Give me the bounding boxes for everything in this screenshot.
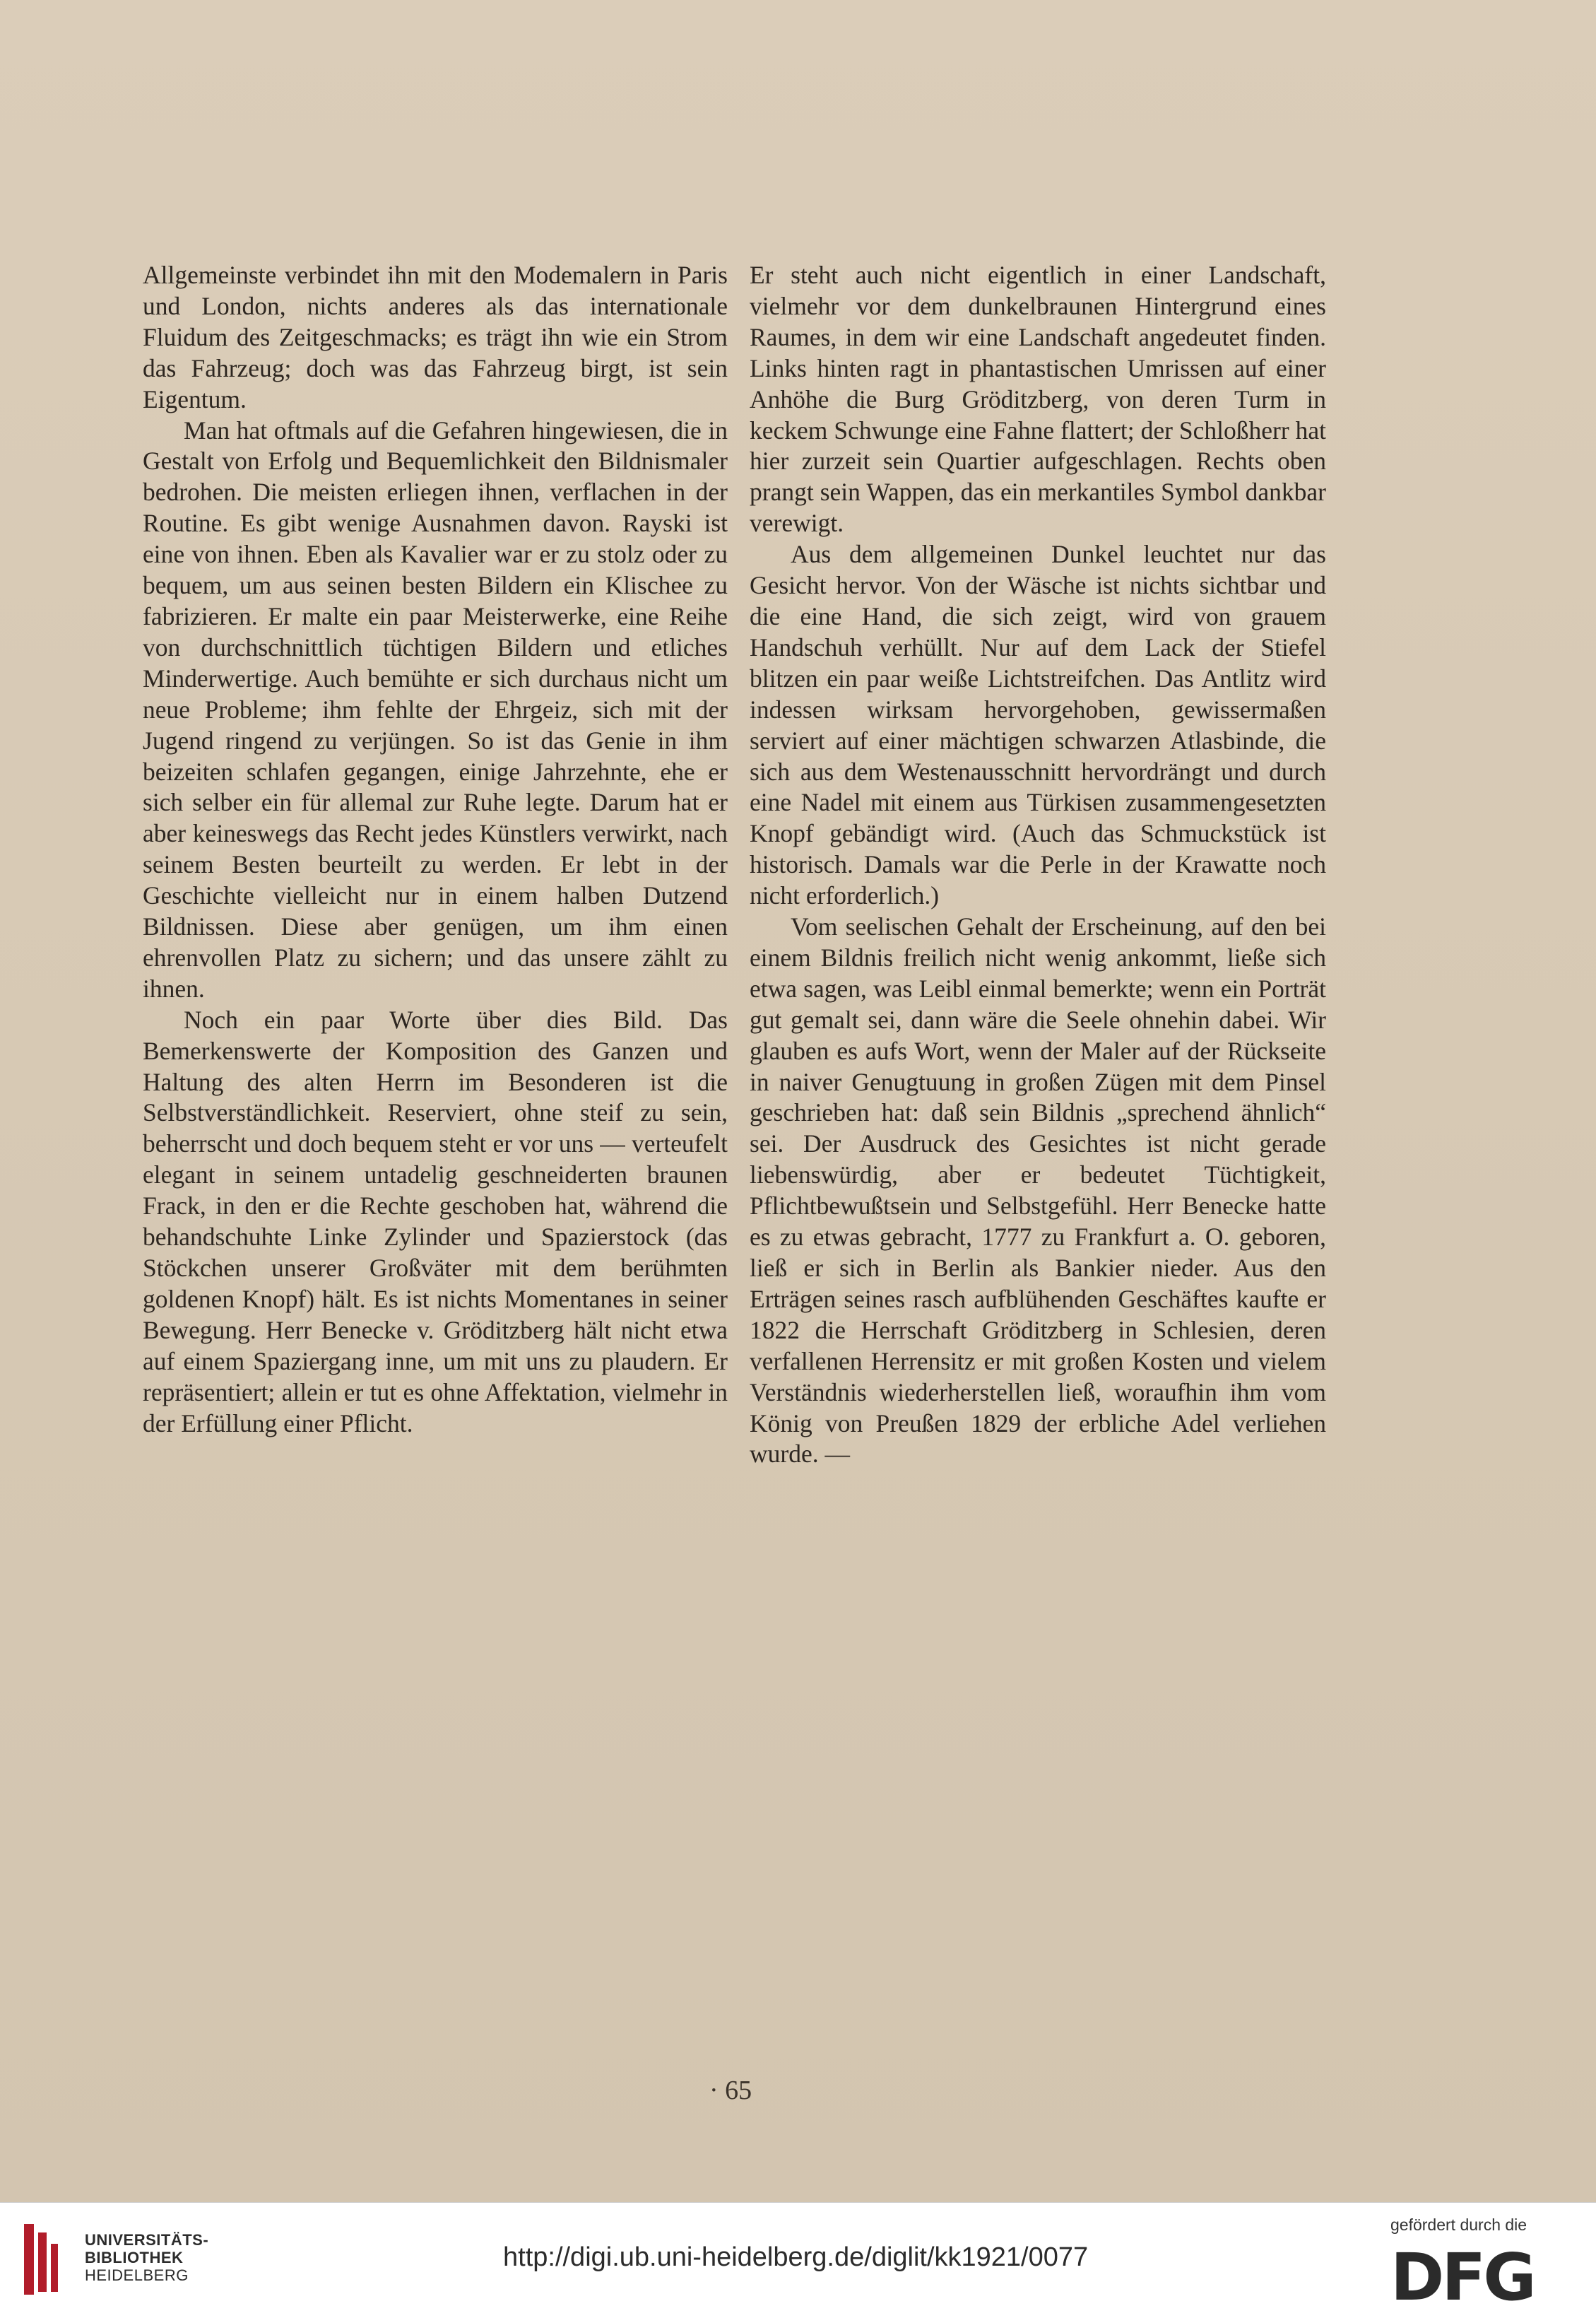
footer-bar [0, 2202, 1596, 2318]
paragraph: Allgemeinste verbindet ihn mit den Modemalern in Paris und London, nichts anderes als das internationale Fluidum des Zeitgeschmacks; es trägt ihn wie ein Strom das Fahrzeug; doch was das Fahrzeug birgt, ist sein Eigentum. [143, 261, 728, 413]
ub-heidelberg-logo-icon[interactable] [21, 2220, 71, 2299]
paragraph: Man hat oftmals auf die Gefahren hingewiesen, die in Gestalt von Erfolg und Bequemlichkeit den Bildnismaler bedrohen. Die meisten erliegen ihnen, verflachen in der Routine. Es gibt wenige Ausnahmen davon. Rayski ist eine von ihnen. Eben als Kavalier war er zu stolz oder zu bequem, um aus seinen besten Bildern ein Klischee zu fabrizieren. Er malte ein paar Meisterwerke, eine Reihe von durchschnittlich tüchtigen Bildern und etliches Minderwertige. Auch bemühte er sich durchaus nicht um neue Probleme; ihm fehlte der Ehrgeiz, sich mit der Jugend ringend zu verjüngen. So ist das Genie in ihm beizeiten schlafen gegangen, einige Jahrzehnte, ehe er sich selber ein für allemal zur Ruhe legte. Darum hat er aber keineswegs das Recht jedes Künstlers verwirkt, nach seinem Besten beurteilt zu werden. Er lebt in der Geschichte vielleicht nur in einem halben Dutzend Bildnissen. Diese aber genügen, um ihm einen ehrenvollen Platz zu sichern; und das unsere zählt zu ihnen. [143, 416, 728, 1003]
paragraph: Aus dem allgemeinen Dunkel leuchtet nur das Gesicht hervor. Von der Wäsche ist nichts sichtbar und die eine Hand, die sich zeigt, wird von grauem Handschuh verhüllt. Nur auf dem Lack der Stiefel blitzen ein paar weiße Lichtstreifchen. Das Antlitz wird indessen wirksam hervorgehoben, gewissermaßen serviert auf einer mächtigen schwarzen Atlasbinde, die sich aus dem Westenausschnitt hervordrängt und durch eine Nadel mit einem aus Türkisen zusammengesetzten Knopf gebändigt wird. (Auch das Schmuckstück ist historisch. Damals war die Perle in der Krawatte noch nicht erforderlich.) [750, 540, 1326, 910]
dfg-logo[interactable]: DFG [1390, 2240, 1534, 2315]
page-number: · 65 [709, 2076, 752, 2105]
library-name-line: HEIDELBERG [85, 2266, 189, 2284]
funding-note: gefördert durch die [1390, 2216, 1527, 2234]
paragraph: Er steht auch nicht eigentlich in einer Landschaft, vielmehr vor dem dunkelbraunen Hintergrund eines Raumes, in dem wir eine Landschaft angedeutet finden. Links hinten ragt in phantastischen Umrissen auf einer Anhöhe die Burg Gröditzberg, von deren Turm in keckem Schwunge eine Fahne flattert; der Schloßherr hat hier zurzeit sein Quartier aufgeschlagen. Rechts oben prangt sein Wappen, das ein merkantiles Symbol dankbar verewigt. [750, 261, 1326, 538]
paragraph: Vom seelischen Gehalt der Erscheinung, auf den bei einem Bildnis freilich nicht wenig ankommt, ließe sich etwa sagen, was Leibl einmal bemerkte; wenn ein Porträt gut gemalt sei, dann wäre die Seele ohnehin dabei. Wir glauben es aufs Wort, wenn der Maler auf der Rückseite in naiver Genugtuung in großen Zügen mit dem Pinsel geschrieben hat: daß sein Bildnis „sprechend ähnlich“ sei. Der Ausdruck des Gesichtes ist nicht gerade liebenswürdig, aber er bedeutet Tüchtigkeit, Pflichtbewußtsein und Selbstgefühl. Herr Benecke hatte es zu etwas gebracht, 1777 zu Frankfurt a. O. geboren, ließ er sich in Berlin als Bankier nieder. Aus den Erträgen seines rasch aufblühenden Geschäftes kaufte er 1822 die Herrschaft Gröditzberg in Schlesien, deren verfallenen Herrensitz er mit großen Kosten und vielem Verständnis wiederherstellen ließ, woraufhin ihm vom König von Preußen 1829 der erbliche Adel verliehen wurde. — [750, 912, 1326, 1469]
library-name-line: BIBLIOTHEK [85, 2249, 184, 2266]
paragraph: Noch ein paar Worte über dies Bild. Das Bemerkenswerte der Komposition des Ganzen und Haltung des alten Herrn im Besonderen ist die Selbstverständlichkeit. Reserviert, ohne steif zu sein, beherrscht und doch bequem steht er vor uns — verteufelt elegant in seinem untadelig geschneiderten braunen Frack, in den er die Rechte geschoben hat, während die behandschuhte Linke Zylinder und Spazierstock (das Stöckchen unserer Großväter mit dem berühmten goldenen Knopf) hält. Es ist nichts Momentanes in seiner Bewegung. Herr Benecke v. Gröditzberg hält nicht etwa auf einem Spaziergang inne, um mit uns zu plaudern. Er repräsentiert; allein er tut es ohne Affektation, vielmehr in der Erfüllung einer Pflicht. [143, 1005, 728, 1437]
text-column-right [750, 260, 1326, 1470]
permalink-url[interactable]: http://digi.ub.uni-heidelberg.de/diglit/kk1921/0077 [503, 2242, 1089, 2272]
library-name-line: UNIVERSITÄTS- [85, 2231, 209, 2249]
text-column-left [143, 260, 728, 1439]
library-name[interactable] [85, 2231, 208, 2284]
